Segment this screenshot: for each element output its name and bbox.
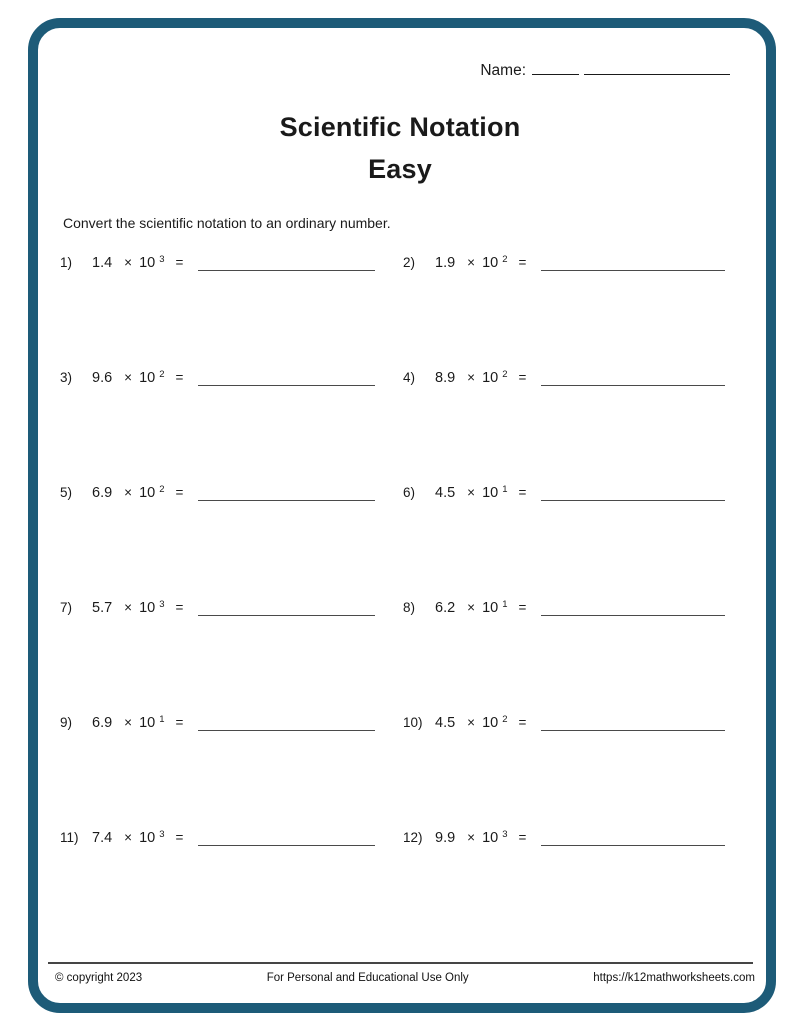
base-ten: 10 xyxy=(482,600,499,616)
multiplication-sign: × xyxy=(467,370,476,385)
base-ten: 10 xyxy=(139,370,156,386)
equals-sign: = xyxy=(518,255,527,270)
coefficient: 4.5 xyxy=(435,715,456,731)
equals-sign: = xyxy=(175,255,184,270)
problem-5 xyxy=(60,478,375,504)
multiplication-sign: × xyxy=(467,255,476,270)
footer xyxy=(55,972,755,984)
answer-blank[interactable] xyxy=(541,827,725,846)
exponent: 3 xyxy=(502,829,508,840)
problem-number: 9) xyxy=(60,715,73,730)
problem-number: 4) xyxy=(403,370,416,385)
problem-number: 2) xyxy=(403,255,416,270)
exponent: 1 xyxy=(502,599,508,610)
equals-sign: = xyxy=(518,600,527,615)
multiplication-sign: × xyxy=(124,715,133,730)
answer-blank[interactable] xyxy=(198,252,375,271)
exponent: 1 xyxy=(159,714,165,725)
problem-7 xyxy=(60,593,375,619)
problem-number: 5) xyxy=(60,485,73,500)
title-line-2: Easy xyxy=(368,154,432,184)
footer-divider xyxy=(48,962,753,964)
multiplication-sign: × xyxy=(124,370,133,385)
equals-sign: = xyxy=(175,485,184,500)
exponent: 2 xyxy=(502,369,508,380)
problem-number: 6) xyxy=(403,485,416,500)
problem-11 xyxy=(60,823,375,849)
name-field-row xyxy=(480,58,730,80)
coefficient: 1.9 xyxy=(435,255,456,271)
problem-number: 1) xyxy=(60,255,73,270)
problem-2 xyxy=(403,248,725,274)
base-ten: 10 xyxy=(139,830,156,846)
answer-blank[interactable] xyxy=(541,712,725,731)
problem-6 xyxy=(403,478,725,504)
equals-sign: = xyxy=(175,715,184,730)
problem-1 xyxy=(60,248,375,274)
equals-sign: = xyxy=(518,485,527,500)
coefficient: 6.9 xyxy=(92,715,113,731)
base-ten: 10 xyxy=(139,255,156,271)
problem-number: 7) xyxy=(60,600,73,615)
equals-sign: = xyxy=(518,370,527,385)
footer-usage-note: For Personal and Educational Use Only xyxy=(266,972,469,984)
exponent: 2 xyxy=(502,254,508,265)
answer-blank[interactable] xyxy=(198,597,375,616)
equals-sign: = xyxy=(175,830,184,845)
base-ten: 10 xyxy=(482,370,499,386)
equals-sign: = xyxy=(175,600,184,615)
multiplication-sign: × xyxy=(124,830,133,845)
base-ten: 10 xyxy=(482,255,499,271)
coefficient: 1.4 xyxy=(92,255,113,271)
problems-grid xyxy=(60,248,725,938)
problem-9 xyxy=(60,708,375,734)
problem-number: 3) xyxy=(60,370,73,385)
base-ten: 10 xyxy=(139,485,156,501)
multiplication-sign: × xyxy=(467,485,476,500)
base-ten: 10 xyxy=(139,600,156,616)
problem-12 xyxy=(403,823,725,849)
equals-sign: = xyxy=(175,370,184,385)
base-ten: 10 xyxy=(482,715,499,731)
problem-number: 8) xyxy=(403,600,416,615)
coefficient: 9.6 xyxy=(92,370,113,386)
problem-number: 10) xyxy=(403,715,423,730)
answer-blank[interactable] xyxy=(541,252,725,271)
base-ten: 10 xyxy=(482,830,499,846)
problem-3 xyxy=(60,363,375,389)
multiplication-sign: × xyxy=(467,830,476,845)
exponent: 1 xyxy=(502,484,508,495)
problem-8 xyxy=(403,593,725,619)
answer-blank[interactable] xyxy=(198,367,375,386)
base-ten: 10 xyxy=(139,715,156,731)
problem-4 xyxy=(403,363,725,389)
name-blank-line[interactable] xyxy=(584,58,730,75)
equals-sign: = xyxy=(518,830,527,845)
base-ten: 10 xyxy=(482,485,499,501)
name-blank-line[interactable] xyxy=(532,58,579,75)
answer-blank[interactable] xyxy=(541,482,725,501)
answer-blank[interactable] xyxy=(198,482,375,501)
title-line-1: Scientific Notation xyxy=(279,112,521,142)
multiplication-sign: × xyxy=(124,600,133,615)
answer-blank[interactable] xyxy=(198,712,375,731)
multiplication-sign: × xyxy=(467,715,476,730)
coefficient: 9.9 xyxy=(435,830,456,846)
answer-blank[interactable] xyxy=(541,367,725,386)
problem-number: 11) xyxy=(60,830,79,845)
exponent: 3 xyxy=(159,599,165,610)
problem-10 xyxy=(403,708,725,734)
answer-blank[interactable] xyxy=(198,827,375,846)
footer-copyright: © copyright 2023 xyxy=(55,972,143,984)
coefficient: 6.2 xyxy=(435,600,456,616)
exponent: 3 xyxy=(159,254,165,265)
problem-number: 12) xyxy=(403,830,423,845)
exponent: 3 xyxy=(159,829,165,840)
multiplication-sign: × xyxy=(467,600,476,615)
multiplication-sign: × xyxy=(124,485,133,500)
answer-blank[interactable] xyxy=(541,597,725,616)
coefficient: 6.9 xyxy=(92,485,113,501)
coefficient: 4.5 xyxy=(435,485,456,501)
exponent: 2 xyxy=(159,369,165,380)
multiplication-sign: × xyxy=(124,255,133,270)
worksheet-title xyxy=(0,106,800,190)
instruction-text: Convert the scientific notation to an ordinary number. xyxy=(63,215,391,231)
footer-website-url: https://k12mathworksheets.com xyxy=(593,972,755,984)
coefficient: 7.4 xyxy=(92,830,113,846)
coefficient: 8.9 xyxy=(435,370,456,386)
exponent: 2 xyxy=(159,484,165,495)
coefficient: 5.7 xyxy=(92,600,113,616)
equals-sign: = xyxy=(518,715,527,730)
exponent: 2 xyxy=(502,714,508,725)
name-label: Name: xyxy=(480,62,526,79)
